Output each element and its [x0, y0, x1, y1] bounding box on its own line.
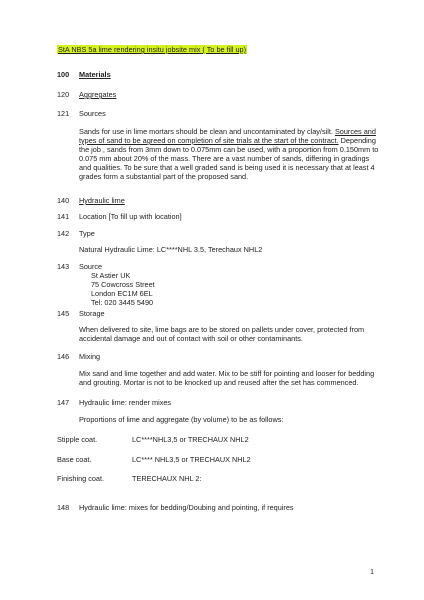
section-heading-hydraulic-lime: Hydraulic lime: [79, 196, 125, 205]
section-number-143: 143: [57, 262, 70, 271]
section-heading-location: Location [To fill up with location]: [79, 212, 182, 221]
type-text: Natural Hydraulic Lime: LC****NHL 3.5, Terechaux NHL2: [79, 245, 263, 254]
section-heading-sources: Sources: [79, 109, 106, 118]
mix-value-finishing: TERECHAUX NHL 2:: [132, 474, 202, 483]
sources-text-2: Depending the job , sands from 3mm down to 0.075mm can be used, with a proportion from 0.150mm to 0.075 mm about 20% of the mass. There are a vast number of sands, differing in gradings and qualities. To be sure that a well graded sand is being used it is necessary that at least 4 grades form a substantial part of the proposed sand.: [79, 136, 379, 181]
section-heading-source: Source: [79, 262, 103, 271]
document-title: StA NBS 5a lime rendering insitu jobsite mix ( To be fill up): [58, 45, 247, 54]
proportions-text: Proportions of lime and aggregate (by volume) to be as follows:: [79, 415, 284, 424]
address-line-2: 75 Cowcross Street: [91, 280, 155, 289]
address-line-3: London EC1M 6EL: [91, 289, 153, 298]
section-heading-render-mixes: Hydraulic lime: render mixes: [79, 398, 172, 407]
section-number-140: 140: [57, 196, 70, 205]
address-line-1: St Astier UK: [91, 271, 131, 280]
section-heading-materials: Materials: [79, 70, 111, 79]
section-heading-mixing: Mixing: [79, 352, 101, 361]
mix-value-base: LC**** NHL3,5 or TRECHAUX NHL2: [132, 455, 251, 464]
section-number-146: 146: [57, 352, 70, 361]
sources-paragraph: [79, 127, 379, 181]
mix-label-stipple: Stipple coat.: [57, 435, 98, 444]
source-address: [91, 271, 291, 307]
sources-text-1: Sands for use in lime mortars should be clean and uncontaminated by clay/silt.: [79, 127, 333, 136]
section-number-141: 141: [57, 212, 70, 221]
section-number-142: 142: [57, 229, 70, 238]
section-number-120: 120: [57, 90, 70, 99]
section-number-147: 147: [57, 398, 70, 407]
mixing-paragraph: Mix sand and lime together and add water. Mix to be stiff for pointing and looser for bedding and grouting. Mortar is not to be knocked up and reused after the set has commenced.: [79, 369, 375, 387]
mix-label-base: Base coat.: [57, 455, 92, 464]
sources-text-underlined: Sources and types of sand to be agreed on completion of site trials at the start of the contract.: [79, 127, 376, 145]
section-heading-bedding-pointing: Hydraulic lime: mixes for bedding/Doubing and pointing, if requires: [79, 503, 294, 512]
section-heading-type: Type: [79, 229, 95, 238]
section-number-100: 100: [57, 70, 70, 79]
section-heading-storage: Storage: [79, 309, 105, 318]
mix-value-stipple: LC****NHL3,5 or TRECHAUX NHL2: [132, 435, 249, 444]
page-number: 1: [370, 567, 375, 576]
mix-label-finishing: Finishing coat.: [57, 474, 105, 483]
section-number-145: 145: [57, 309, 70, 318]
storage-paragraph: When delivered to site, lime bags are to be stored on pallets under cover, protected from accidental damage and out of contact with soil or other contaminants.: [79, 325, 365, 343]
section-heading-aggregates: Aggregates: [79, 90, 117, 99]
address-line-4: Tel: 020 3445 5490: [91, 298, 154, 307]
section-number-121: 121: [57, 109, 70, 118]
section-number-148: 148: [57, 503, 70, 512]
